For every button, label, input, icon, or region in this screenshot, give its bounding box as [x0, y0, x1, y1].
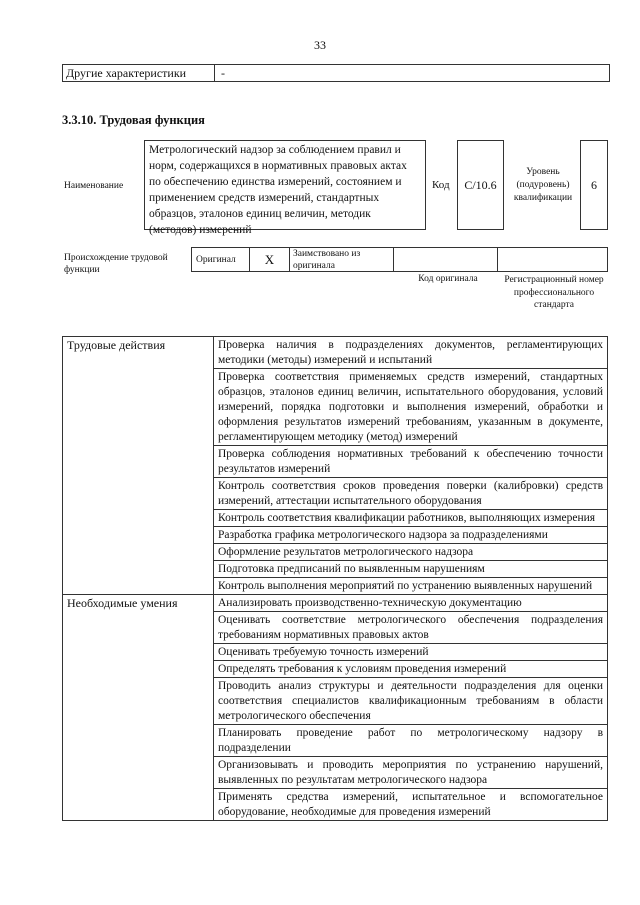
table-cell: Планировать проведение работ по метрологическому надзору в подразделении — [214, 724, 607, 756]
section-title: 3.3.10. Трудовая функция — [62, 113, 205, 127]
borrowed-label: Заимствовано из оригинала — [290, 248, 394, 271]
original-mark: X — [250, 248, 290, 271]
original-label: Оригинал — [192, 248, 250, 271]
table-group — [63, 594, 607, 820]
table-cell: Организовывать и проводить мероприятия по устранению нарушений, выявленных по результатам метрологического надзора — [214, 756, 607, 788]
other-characteristics-label: Другие характеристики — [63, 65, 215, 81]
code-original-cell — [394, 248, 498, 271]
origin-row — [191, 247, 608, 272]
table-cell: Подготовка предписаний по выявленным нарушениям — [214, 560, 607, 577]
functions-table — [62, 336, 608, 821]
group-label: Трудовые действия — [63, 337, 214, 594]
page-number: 33 — [314, 38, 326, 52]
function-name-box: Метрологический надзор за соблюдением правил и норм, содержащихся в нормативных правовых актах по обеспечению единства измерений, состоянием и применением средств измерений, стандартных образцов, эталонов единиц величин, методик (методов) измерений — [144, 140, 426, 230]
table-cell: Разработка графика метрологического надзора за подразделениями — [214, 526, 607, 543]
code-label: Код — [432, 179, 450, 191]
table-cell: Применять средства измерений, испытательное и вспомогательное оборудование, необходимые для проведения измерений — [214, 788, 607, 820]
origin-label: Происхождение трудовой функции — [64, 253, 168, 275]
table-cell: Проверка наличия в подразделениях документов, регламентирующих методики (методы) измерений и испытаний — [218, 339, 603, 366]
table-cell: Оценивать требуемую точность измерений — [214, 643, 607, 660]
reg-number-caption: Регистрационный номер профессионального стандарта — [504, 275, 604, 310]
table-cell: Анализировать производственно-техническую документацию — [218, 597, 522, 609]
table-cell: Оценивать соответствие метрологического обеспечения подразделения требованиям нормативных правовых актов — [214, 611, 607, 643]
table-cell: Проверка соблюдения нормативных требований к обеспечению точности результатов измерений — [214, 445, 607, 477]
group-cells — [214, 337, 607, 594]
name-label: Наименование — [64, 181, 124, 191]
table-cell: Проводить анализ структуры и деятельности подразделения для оценки соответствия специалистов квалификационным требованиям в области метрологического обеспечения — [214, 677, 607, 724]
table-cell: Контроль соответствия сроков проведения поверки (калибровки) средств измерений, аттестации испытательного оборудования — [214, 477, 607, 509]
other-characteristics-value: - — [221, 66, 225, 80]
table-cell: Контроль выполнения мероприятий по устранению выявленных нарушений — [214, 577, 607, 594]
table-cell: Оформление результатов метрологического надзора — [214, 543, 607, 560]
reg-number-cell — [498, 248, 607, 271]
qualification-level-value: 6 — [580, 140, 608, 230]
table-cell: Проверка соответствия применяемых средств измерений, стандартных образцов, эталонов единиц величин, испытательного оборудования, условий измерений, порядка подготовки и выполнения измерений, обработки и оформления результатов измерений требованиям, указанным в документе, регламентирующем методику (метод) измерений — [214, 368, 607, 445]
code-original-caption: Код оригинала — [418, 274, 478, 284]
group-label: Необходимые умения — [63, 595, 214, 820]
table-cell: Определять требования к условиям проведения измерений — [214, 660, 607, 677]
other-characteristics-row — [62, 64, 610, 82]
qualification-level-label: Уровень (подуровень) квалификации — [513, 167, 573, 203]
table-group — [63, 337, 607, 594]
table-cell: Контроль соответствия квалификации работников, выполняющих измерения — [214, 509, 607, 526]
group-cells — [214, 595, 607, 820]
code-value: C/10.6 — [457, 140, 504, 230]
